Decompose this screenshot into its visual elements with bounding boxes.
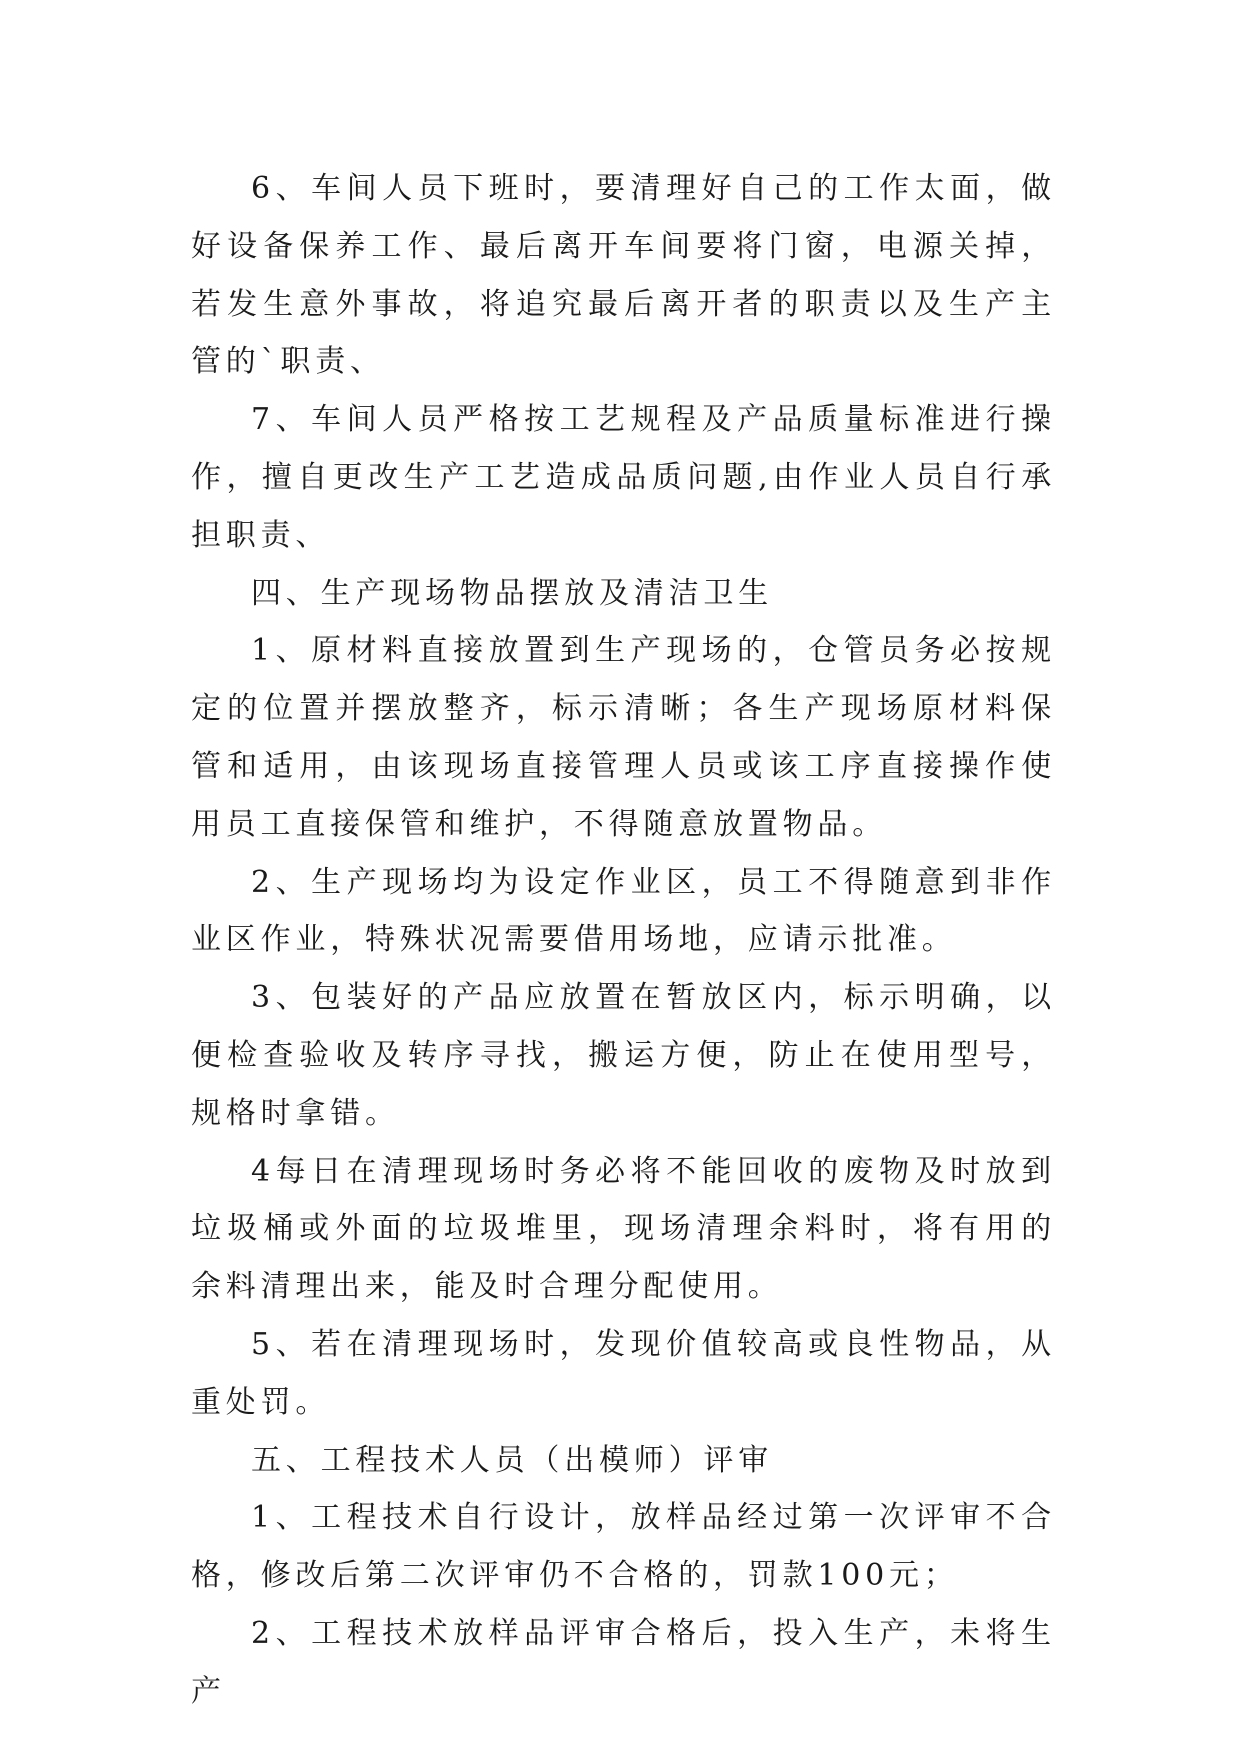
paragraph-section4-item-4: 4每日在清理现场时务必将不能回收的废物及时放到垃圾桶或外面的垃圾堆里，现场清理余料时，将有用的余料清理出来，能及时合理分配使用。 bbox=[191, 1153, 1056, 1305]
section-heading-4: 四、生产现场物品摆放及清洁卫生 bbox=[251, 575, 773, 611]
paragraph-section4-item-2: 2、生产现场均为设定作业区，员工不得随意到非作业区作业，特殊状况需要借用场地，应请示批准。 bbox=[191, 864, 1056, 958]
paragraph-section4-item-3: 3、包装好的产品应放置在暂放区内，标示明确，以便检查验收及转序寻找，搬运方便，防止在使用型号，规格时拿错。 bbox=[191, 980, 1056, 1131]
paragraph-section4-item-1: 1、原材料直接放置到生产现场的，仓管员务必按规定的位置并摆放整齐，标示清晰；各生产现场原材料保管和适用，由该现场直接管理人员或该工序直接操作使用员工直接保管和维护，不得随意放置物品。 bbox=[191, 633, 1056, 842]
paragraph-rule-7: 7、车间人员严格按工艺规程及产品质量标准进行操作，擅自更改生产工艺造成品质问题,由作业人员自行承担职责、 bbox=[191, 402, 1056, 553]
paragraph-rule-6: 6、车间人员下班时，要清理好自己的工作太面，做好设备保养工作、最后离开车间要将门窗，电源关掉，若发生意外事故，将追究最后离开者的职责以及生产主管的`职责、 bbox=[191, 171, 1056, 380]
paragraph-section4-item-5: 5、若在清理现场时，发现价值较高或良性物品，从重处罚。 bbox=[191, 1326, 1056, 1420]
document-body bbox=[191, 160, 1056, 1721]
paragraph-section5-item-2: 2、工程技术放样品评审合格后，投入生产，未将生产 bbox=[191, 1615, 1056, 1709]
section-heading-5: 五、工程技术人员（出模师）评审 bbox=[251, 1442, 773, 1478]
paragraph-section5-item-1: 1、工程技术自行设计，放样品经过第一次评审不合格，修改后第二次评审仍不合格的，罚款100元； bbox=[191, 1500, 1056, 1594]
